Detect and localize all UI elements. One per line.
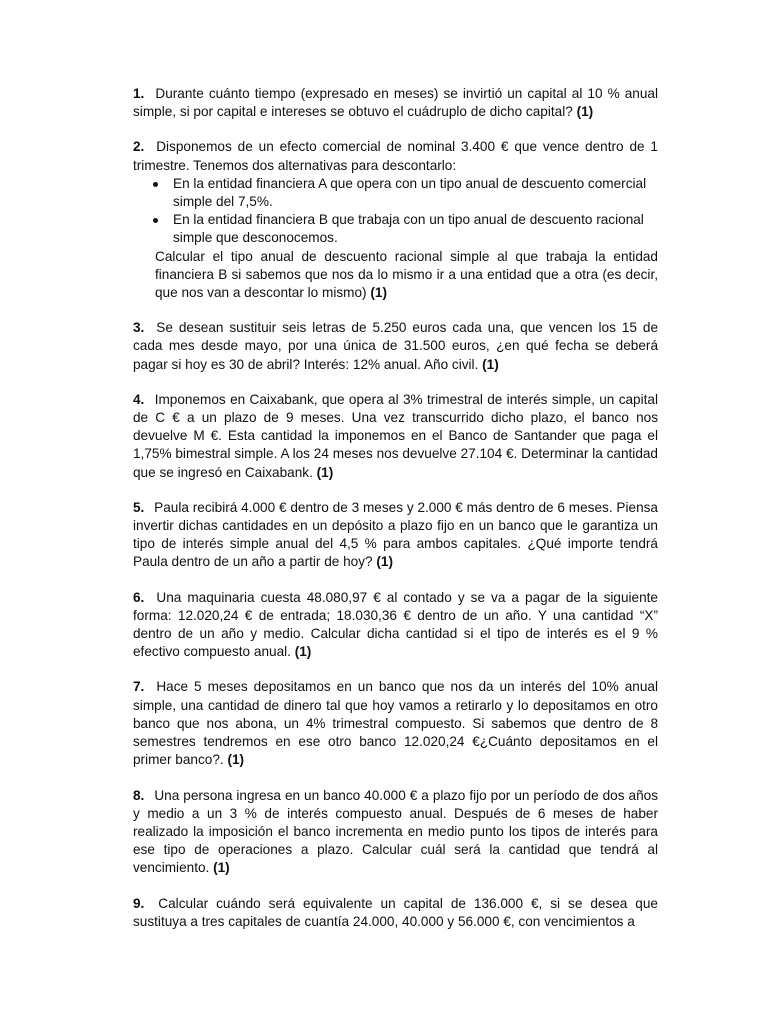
continuation-text: Calcular el tipo anual de descuento racional simple al que trabaja la entidad financiera B si sabemos que nos da lo mismo ir a una entidad que a otra (es decir, que nos van a descontar lo mismo) <box>155 248 658 301</box>
bullet-item: En la entidad financiera B que trabaja con un tipo anual de descuento racional simple que desconocemos. <box>151 211 658 247</box>
problem-7 <box>133 678 658 769</box>
problem-9 <box>133 895 658 931</box>
problem-number: 1. <box>133 86 145 101</box>
problem-number: 6. <box>133 589 145 605</box>
problem-4 <box>133 391 658 482</box>
problem-1 <box>133 85 658 121</box>
problem-text: Disponemos de un efecto comercial de nominal 3.400 € que vence dentro de 1 trimestre. Tenemos dos alternativas para descontarlo: <box>133 139 658 173</box>
problem-text: Paula recibirá 4.000 € dentro de 3 meses y 2.000 € más dentro de 6 meses. Piensa invertir dichas cantidades en un depósito a plazo fijo en un banco que le garantiza un tipo de interés simple anual del 4,5 % para ambos capitales. ¿Qué importe tendrá Paula dentro de un año a partir de hoy? <box>133 499 658 570</box>
problem-text: Una maquinaria cuesta 48.080,97 € al contado y se va a pagar de la siguiente forma: 12.020,24 € de entrada; 18.030,36 € dentro de un año. Y una cantidad “X” dentro de un año y medio. Calcular dicha cantidad si el tipo de interés es el 9 % efectivo compuesto anual. <box>133 589 658 660</box>
problem-text: Calcular cuándo será equivalente un capital de 136.000 €, si se desea que sustituya a tres capitales de cuantía 24.000, 40.000 y 56.000 €, con vencimientos a <box>133 895 658 929</box>
problem-paragraph <box>133 895 658 931</box>
score-mark: (1) <box>294 644 312 660</box>
problem-text: Durante cuánto tiempo (expresado en meses) se invirtió un capital al 10 % anual simple, si por capital e intereses se obtuvo el cuádruplo de dicho capital? <box>133 86 658 120</box>
score-mark: (1) <box>213 860 230 876</box>
problem-paragraph <box>133 678 658 769</box>
score-mark: (1) <box>227 752 245 768</box>
problem-3 <box>133 319 658 374</box>
problem-paragraph <box>133 787 658 878</box>
problem-number: 8. <box>133 787 145 803</box>
problem-paragraph <box>133 391 658 482</box>
problem-8 <box>133 787 658 878</box>
problem-number: 9. <box>133 895 145 911</box>
problem-number: 7. <box>133 679 145 695</box>
problem-paragraph <box>133 138 658 174</box>
score-mark: (1) <box>482 356 499 372</box>
bullet-item: En la entidad financiera A que opera con un tipo anual de descuento comercial simple del 7,5%. <box>151 175 658 211</box>
problem-text: Hace 5 meses depositamos en un banco que nos da un interés del 10% anual simple, una cantidad de dinero tal que hoy vamos a retirarlo y lo depositamos en otro banco que nos abona, un 4% trimestral compuesto. Si sabemos que dentro de 8 semestres tendremos en ese otro banco 12.020,24 €¿Cuánto depositamos en el primer banco?. <box>133 679 658 768</box>
problem-paragraph <box>133 319 658 374</box>
problem-paragraph <box>133 85 658 121</box>
problem-text: Imponemos en Caixabank, que opera al 3% trimestral de interés simple, un capital de C € a un plazo de 9 meses. Una vez transcurrido dicho plazo, el banco nos devuelve M €. Esta cantidad la imponemos en el Banco de Santander que paga el 1,75% bimestral simple. A los 24 meses nos devuelve 27.104 €. Determinar la cantidad que se ingresó en Caixabank. <box>133 391 658 480</box>
problem-2 <box>133 138 658 302</box>
problem-continuation <box>133 248 658 303</box>
bullet-list <box>133 175 658 248</box>
score-mark: (1) <box>376 554 393 570</box>
problem-text: Una persona ingresa en un banco 40.000 € a plazo fijo por un período de dos años y medio a un 3 % de interés compuesto anual. Después de 6 meses de haber realizado la imposición el banco incrementa en medio punto los tipos de interés para ese tipo de operaciones a plazo. Calcular cuál será la cantidad que tendrá al vencimiento. <box>133 787 658 876</box>
problem-number: 3. <box>133 320 145 336</box>
problem-number: 5. <box>133 499 145 515</box>
problem-5 <box>133 499 658 572</box>
problem-6 <box>133 589 658 662</box>
score-mark: (1) <box>370 285 387 301</box>
problem-text: Se desean sustituir seis letras de 5.250 euros cada una, que vencen los 15 de cada mes desde mayo, por una única de 31.500 euros, ¿en qué fecha se deberá pagar si hoy es 30 de abril? Interés: 12% anual. Año civil. <box>133 320 658 372</box>
problem-paragraph <box>133 589 658 662</box>
problem-paragraph <box>133 499 658 572</box>
score-mark: (1) <box>316 464 334 480</box>
problem-number: 2. <box>133 139 145 155</box>
score-mark: (1) <box>576 104 594 120</box>
problem-number: 4. <box>133 391 145 407</box>
